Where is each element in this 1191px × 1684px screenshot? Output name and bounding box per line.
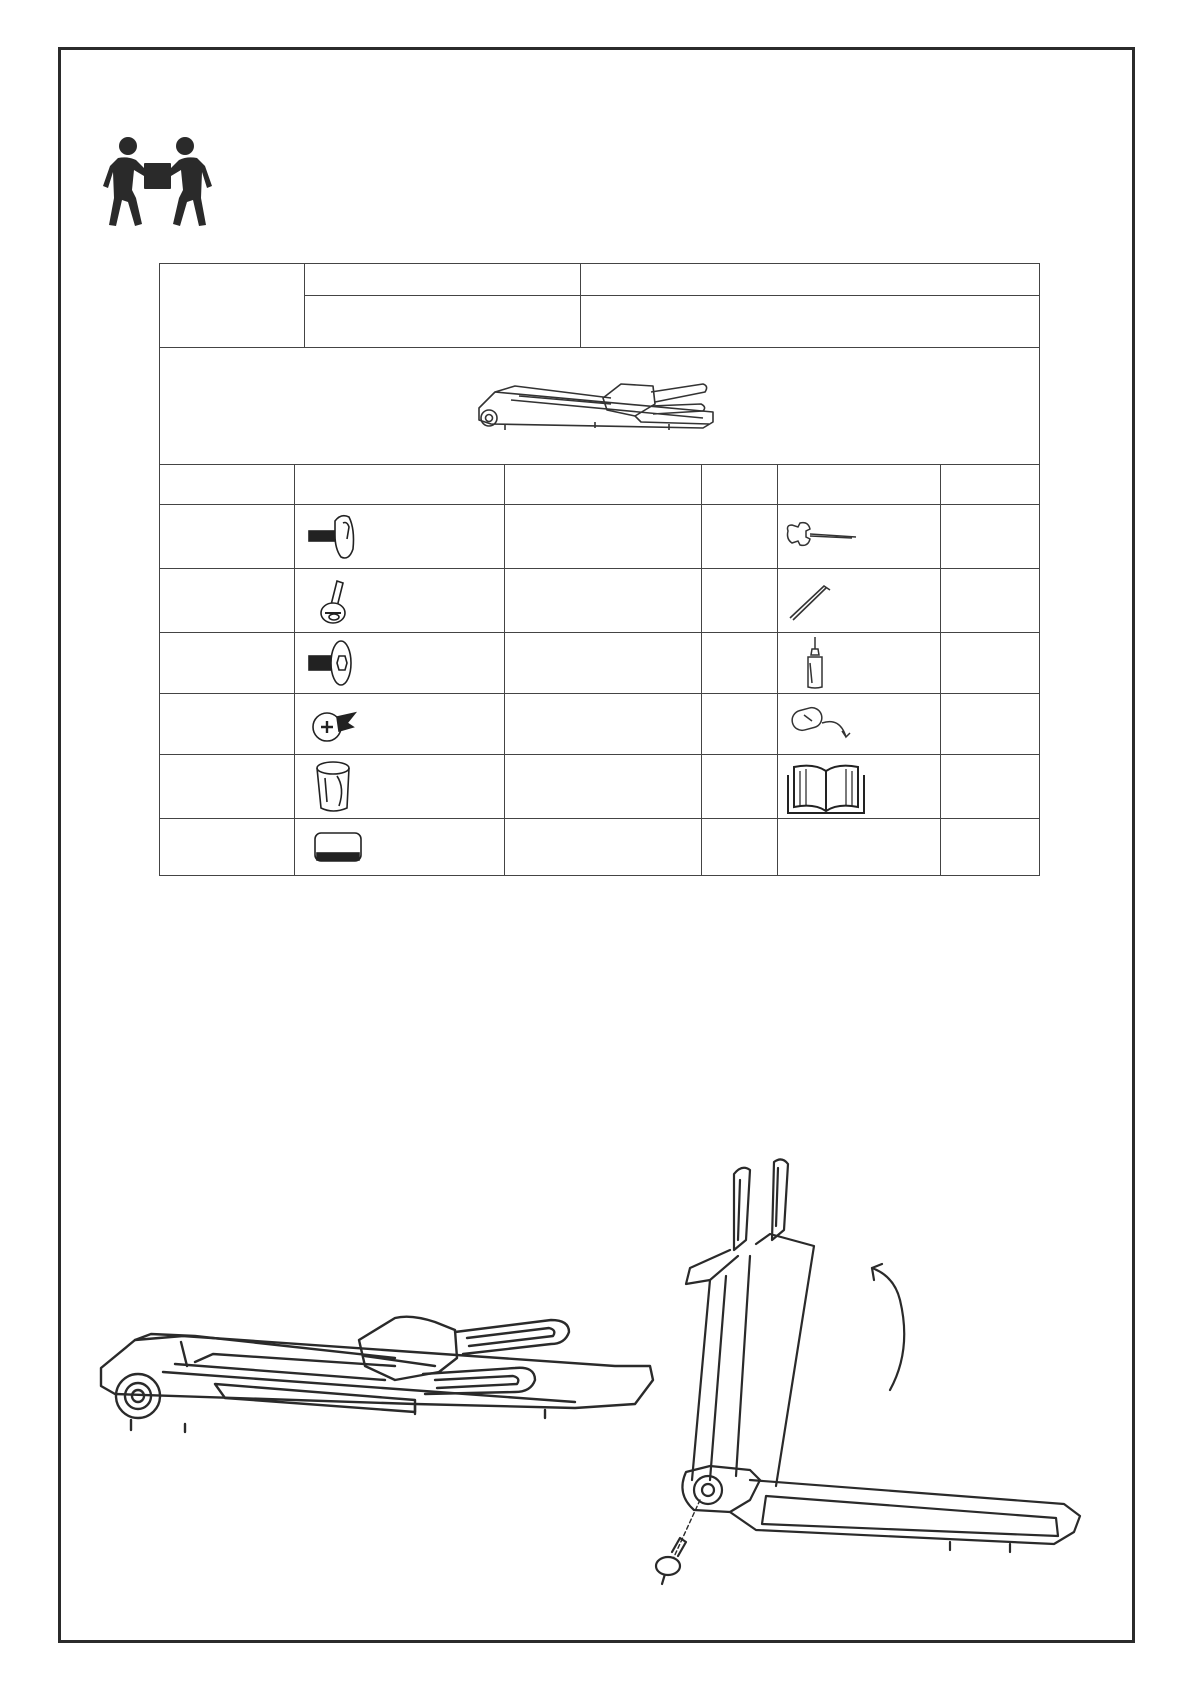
- part-code-cell: [160, 569, 295, 633]
- column-header: [295, 465, 505, 505]
- table-row: [160, 819, 1040, 876]
- tool-code-cell: [702, 505, 778, 569]
- tool-qty-cell: [941, 633, 1040, 694]
- part-code-cell: [160, 755, 295, 819]
- tool-icon-cell: [778, 819, 941, 876]
- table-header-row-1: [160, 264, 1040, 296]
- qty-cell: [505, 694, 702, 755]
- tool-icon-cell: [778, 694, 941, 755]
- parts-column-header-row: [160, 465, 1040, 505]
- column-header: [160, 465, 295, 505]
- part-code-cell: [160, 819, 295, 876]
- tool-code-cell: [702, 694, 778, 755]
- hardware-icon-cell: [295, 633, 505, 694]
- knob-bolt-icon: [303, 509, 373, 565]
- tool-icon-cell: [778, 633, 941, 694]
- safety-key-icon: [784, 697, 864, 751]
- oil-bottle-icon: [788, 635, 838, 691]
- table-row: [160, 694, 1040, 755]
- header-cell: [305, 264, 581, 296]
- hardware-icon-cell: [295, 755, 505, 819]
- main-frame-row: [160, 348, 1040, 465]
- tool-qty-cell: [941, 505, 1040, 569]
- qty-cell: [505, 505, 702, 569]
- allen-key-icon: [784, 576, 844, 626]
- qty-cell: [505, 569, 702, 633]
- part-code-cell: [160, 694, 295, 755]
- tool-icon-cell: [778, 505, 941, 569]
- phillips-screw-icon: [303, 697, 373, 751]
- column-header: [778, 465, 941, 505]
- hardware-icon-cell: [295, 694, 505, 755]
- column-header: [505, 465, 702, 505]
- tool-code-cell: [702, 819, 778, 876]
- column-header: [941, 465, 1040, 505]
- hardware-icon-cell: [295, 819, 505, 876]
- main-frame-cell: [160, 348, 1040, 465]
- table-row: [160, 505, 1040, 569]
- treadmill-folded-illustration: [95, 1300, 655, 1460]
- end-cap-icon: [303, 825, 373, 869]
- combination-wrench-icon: [784, 517, 864, 557]
- qty-cell: [505, 819, 702, 876]
- hex-socket-bolt-icon: [303, 636, 373, 690]
- column-header: [702, 465, 778, 505]
- tool-code-cell: [702, 633, 778, 694]
- cap-sleeve-icon: [303, 758, 373, 816]
- table-row: [160, 569, 1040, 633]
- slotted-bolt-icon: [303, 573, 373, 629]
- tool-code-cell: [702, 755, 778, 819]
- header-cell: [305, 296, 581, 348]
- hardware-icon-cell: [295, 569, 505, 633]
- part-code-cell: [160, 505, 295, 569]
- table-row: [160, 633, 1040, 694]
- manual-book-icon: [784, 759, 868, 815]
- qty-cell: [505, 633, 702, 694]
- tool-qty-cell: [941, 694, 1040, 755]
- table-row: [160, 755, 1040, 819]
- two-person-carry-icon: [100, 136, 215, 231]
- tool-icon-cell: [778, 569, 941, 633]
- tool-icon-cell: [778, 755, 941, 819]
- treadmill-upright-illustration: [650, 1160, 1090, 1580]
- treadmill-folded-illustration: [475, 376, 725, 436]
- header-cell: [581, 264, 1040, 296]
- header-cell: [581, 296, 1040, 348]
- tool-code-cell: [702, 569, 778, 633]
- hardware-icon-cell: [295, 505, 505, 569]
- tool-qty-cell: [941, 569, 1040, 633]
- tool-qty-cell: [941, 755, 1040, 819]
- header-cell: [160, 264, 305, 348]
- tool-qty-cell: [941, 819, 1040, 876]
- qty-cell: [505, 755, 702, 819]
- part-code-cell: [160, 633, 295, 694]
- parts-list-table: [159, 263, 1040, 876]
